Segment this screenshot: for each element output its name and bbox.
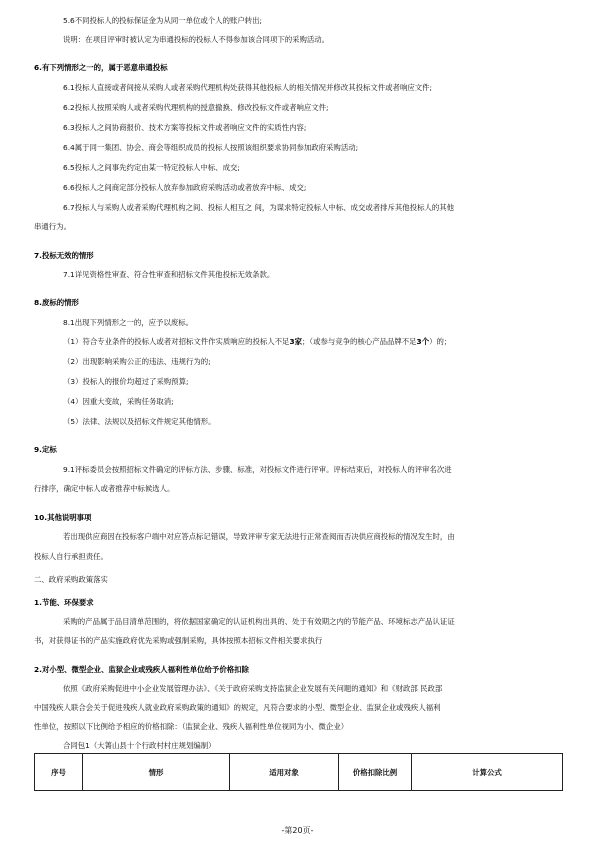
heading-6: 6.有下列情形之一的，属于恶意串通投标 [34,63,168,72]
clause-8-1-5: （5）法律、法规以及招标文件规定其他情形。 [63,417,216,426]
clause-8-1-1 [63,336,451,347]
clause-10-line1: 若出现供应商因在投标客户端中对应答点标记错误，导致评审专家无法进行正常查阅而否决供应商投标的情况发生时，由 [63,532,455,541]
heading-10: 10.其他说明事项 [34,513,92,522]
price-deduction-table [34,753,563,791]
clause-8-1-1-text2: ；（或参与竞争的核心产品品牌不足 [301,337,417,346]
clause-8-1: 8.1出现下列情形之一的，应予以废标。 [63,318,194,327]
heading-2-1: 1.节能、环保要求 [34,598,94,607]
clause-9-1-line2: 行排序，确定中标人或者推荐中标候选人。 [34,484,175,493]
clause-8-1-1-brands: 3个 [416,337,430,346]
clause-7-1: 7.1详见资格性审查、符合性审查和招标文件其他投标无效条款。 [63,270,275,279]
clause-6-4: 6.4属于同一集团、协会、商会等组织成员的投标人按照该组织要求协同参加政府采购活动; [63,143,359,152]
clause-8-1-1-count: 3家 [289,337,302,346]
policy-energy-line2: 书，对获得证书的产品实施政府优先采购或强制采购，具体按照本招标文件相关要求执行 [34,636,323,645]
clause-6-2: 6.2投标人按照采购人或者采购代理机构的授意撤换、修改投标文件或者响应文件; [63,103,329,112]
col-header-situation: 情形 [83,754,230,791]
clause-9-1-line1: 9.1评标委员会按照招标文件确定的评标方法、步骤、标准，对投标文件进行评审。评标结束后，对投标人的评审名次进 [63,465,452,474]
heading-8: 8.废标的情形 [34,298,79,307]
clause-6-6: 6.6投标人之间商定部分投标人放弃参加政府采购活动或者放弃中标、成交; [63,183,307,192]
section-2-title: 二、政府采购政策落实 [34,575,108,584]
clause-6-7-line2: 串通行为。 [34,222,71,231]
clause-6-3: 6.3投标人之间协商报价、技术方案等投标文件或者响应文件的实质性内容; [63,123,307,132]
policy-sme-line2: 中国残疾人联合会关于促进残疾人就业政府采购政策的通知》的规定，凡符合要求的小型、微型企业、监狱企业或残疾人福利 [34,703,441,712]
policy-sme-line3: 性单位，按照以下比例给予相应的价格扣除：（监狱企业、残疾人福利性单位视同为小、微企业） [34,722,349,731]
clause-8-1-1-text3: ）的； [429,337,452,346]
heading-9: 9.定标 [34,445,57,454]
clause-5-6: 5.6不同投标人的投标保证金为从同一单位或个人的账户转出; [63,16,263,25]
col-header-deduction: 价格扣除比例 [339,754,412,791]
policy-sme-line1: 依照《政府采购促进中小企业发展管理办法》、《关于政府采购支持监狱企业发展有关问题的通知》和《财政部 民政部 [63,684,443,693]
page-number: -第20页- [281,826,314,835]
clause-6-5: 6.5投标人之间事先约定由某一特定投标人中标、成交; [63,163,240,172]
col-header-index: 序号 [35,754,83,791]
table-header-row [35,754,563,791]
col-header-formula: 计算公式 [412,754,563,791]
clause-8-1-4: （4）因重大变故，采购任务取消; [63,397,174,406]
heading-2-2: 2.对小型、微型企业、监狱企业或残疾人福利性单位给予价格扣除 [34,665,249,674]
policy-energy-line1: 采购的产品属于品目清单范围的，将依据国家确定的认证机构出具的、处于有效期之内的节能产品、环境标志产品认证证 [63,617,455,626]
clause-8-1-1-text: （1）符合专业条件的投标人或者对招标文件作实质响应的投标人不足 [63,337,290,346]
clause-10-line2: 投标人自行承担责任。 [34,552,108,561]
clause-6-7-line1: 6.7投标人与采购人或者采购代理机构之间、投标人相互之 间，为谋求特定投标人中标、成交或者排斥其他投标人的其他 [63,203,455,212]
note-collusion: 说明：在项目评审时被认定为串通投标的投标人不得参加该合同项下的采购活动。 [63,35,330,44]
clause-6-1: 6.1投标人直接或者间接从采购人或者采购代理机构处获得其他投标人的相关情况并修改其投标文件或者响应文件; [63,83,432,92]
heading-7: 7.投标无效的情形 [34,251,94,260]
clause-8-1-3: （3）投标人的报价均超过了采购预算; [63,377,189,386]
col-header-applicable: 适用对象 [230,754,339,791]
clause-8-1-2: （2）出现影响采购公正的违法、违规行为的; [63,357,211,366]
contract-package-label: 合同包1（大箐山县十个行政村村庄规划编制） [63,741,216,750]
